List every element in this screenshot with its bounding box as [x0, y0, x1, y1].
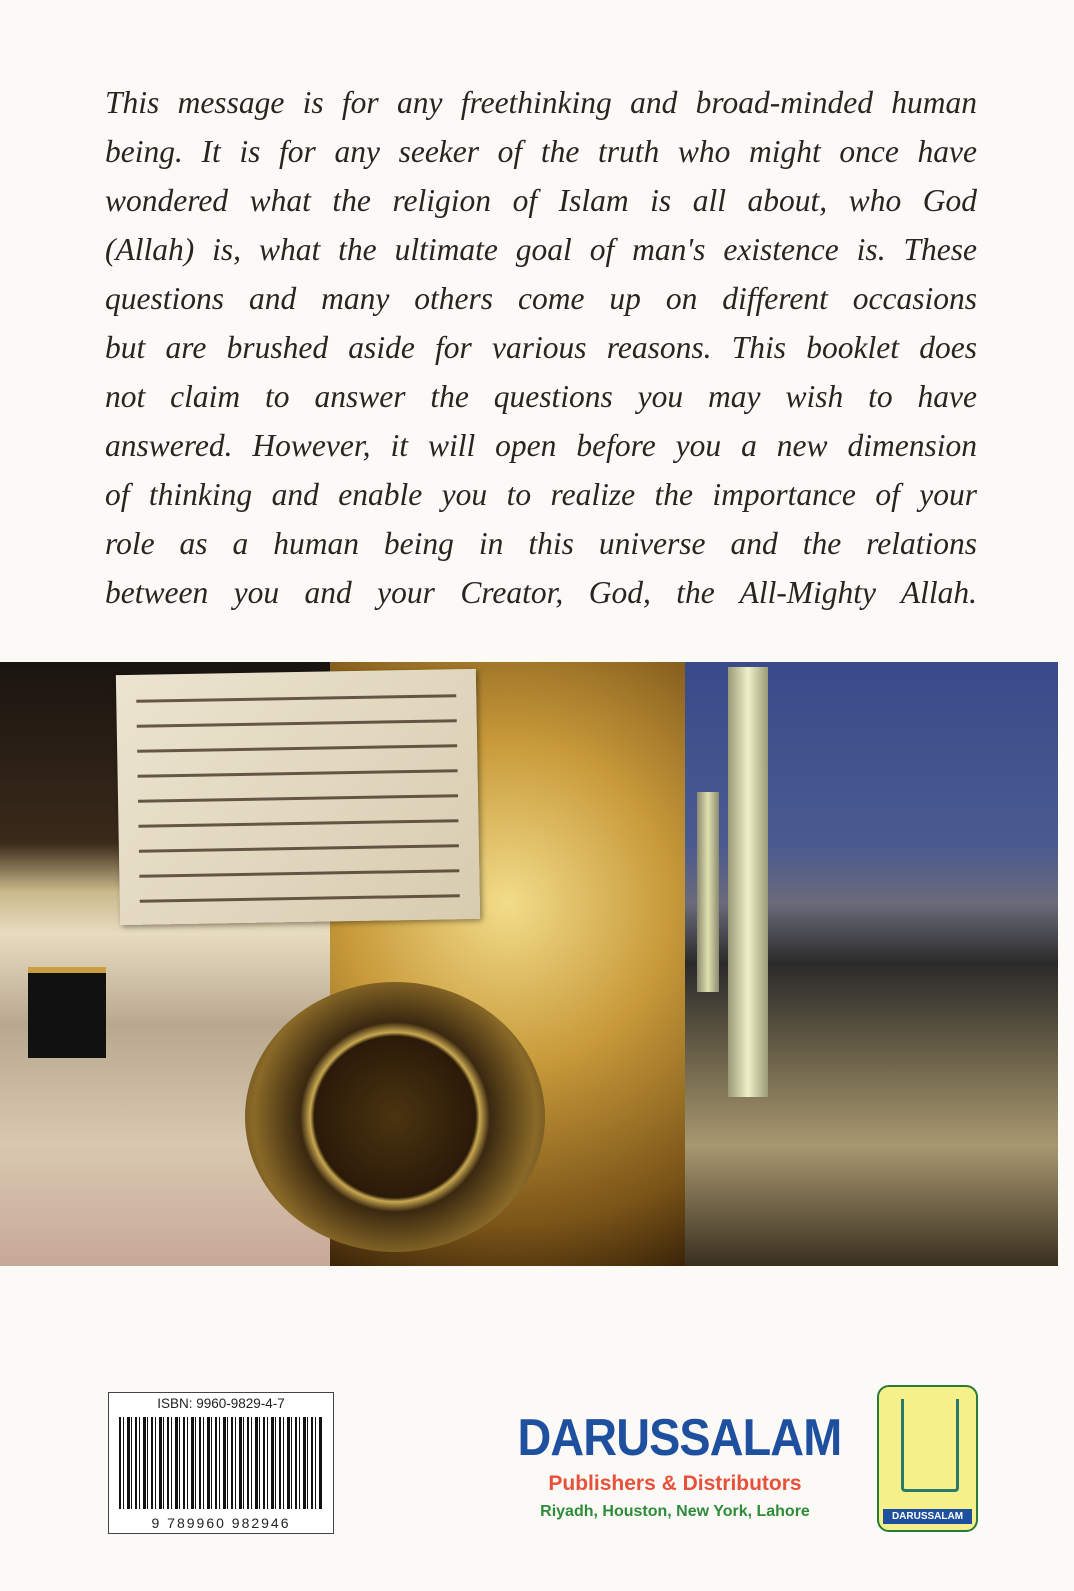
blurb-line: questions and many others come up on different occasions: [105, 281, 977, 316]
blurb-line: role as a human being in this universe and the relations: [105, 526, 977, 561]
manuscript-image: [116, 669, 480, 925]
minaret-image: [728, 667, 768, 1097]
isbn-label: ISBN: 9960-9829-4-7: [157, 1396, 285, 1411]
blurb-line: between you and your Creator, God, the All-Mighty Allah.: [105, 575, 977, 610]
kaaba-image: [28, 967, 106, 1058]
publisher-subtitle: Publishers & Distributors: [548, 1472, 802, 1495]
barcode-box: [108, 1392, 334, 1534]
blurb-line: (Allah) is, what the ultimate goal of man's existence is. These: [105, 232, 977, 267]
back-cover-blurb: [105, 78, 977, 617]
publisher-cities: Riyadh, Houston, New York, Lahore: [540, 1503, 810, 1520]
publisher-logo: [877, 1385, 978, 1532]
blurb-line: not claim to answer the questions you may wish to have: [105, 379, 977, 414]
book-icon: [901, 1399, 959, 1492]
blurb-line: answered. However, it will open before you a new dimension: [105, 428, 977, 463]
barcode-number: 9 789960 982946: [121, 1515, 321, 1531]
blurb-line: wondered what the religion of Islam is all about, who God: [105, 183, 977, 218]
publisher-name: DARUSSALAM: [517, 1409, 842, 1467]
photo-collage: [0, 662, 1058, 1266]
blurb-line: being. It is for any seeker of the truth who might once have: [105, 134, 977, 169]
logo-text: DARUSSALAM: [883, 1509, 972, 1524]
blurb-line: This message is for any freethinking and broad-minded human: [105, 85, 977, 120]
blurb-line: of thinking and enable you to realize the importance of your: [105, 477, 977, 512]
minaret-image: [697, 792, 719, 992]
calligraphy-medallion: [245, 982, 545, 1252]
blurb-line: but are brushed aside for various reasons. This booklet does: [105, 330, 977, 365]
barcode-bars: [119, 1417, 323, 1509]
